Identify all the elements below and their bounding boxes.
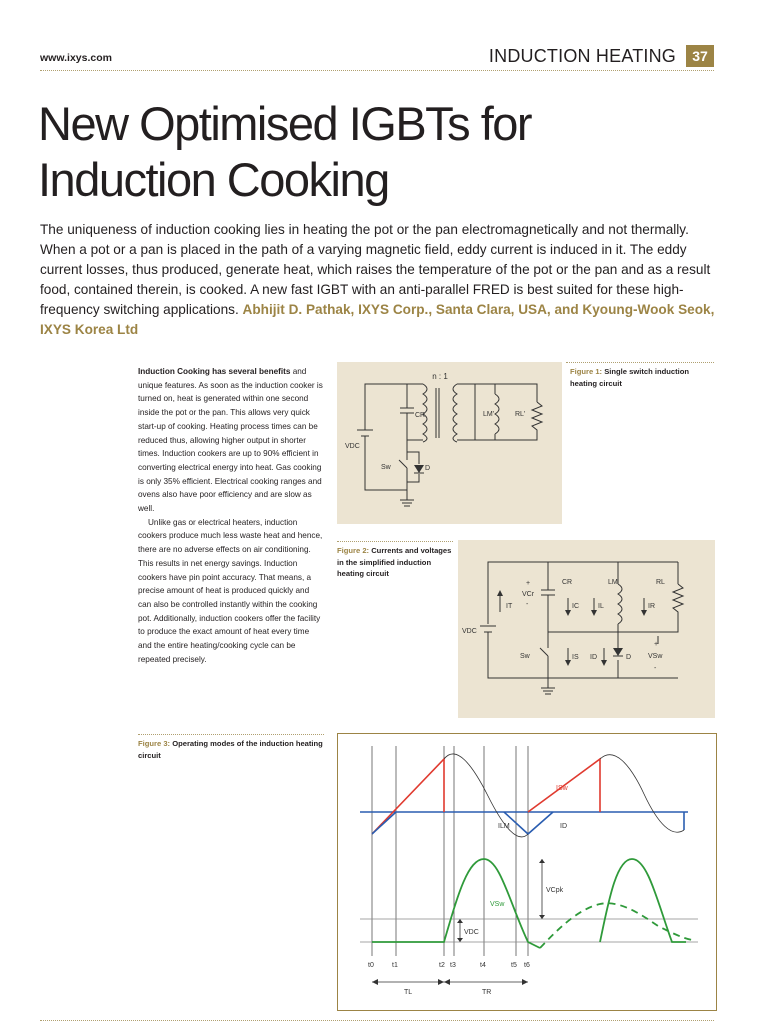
- fig3-t1-label: t1: [392, 962, 398, 969]
- title-line-2: Induction Cooking: [38, 153, 389, 206]
- fig2-label: Figure 2:: [337, 546, 370, 555]
- fig1-rl-label: RL': [515, 411, 526, 418]
- fig2-vcr-minus: -: [526, 601, 529, 608]
- vsw-waveform-2: [600, 859, 686, 942]
- fig1-d-label: D: [425, 465, 431, 472]
- fig2-cr-label: CR: [562, 579, 573, 586]
- isw-waveform-1: [372, 759, 444, 834]
- section-title: INDUCTION HEATING: [488, 46, 676, 66]
- header-divider: [40, 70, 714, 71]
- figure-3-caption: [138, 738, 324, 761]
- fig3-caption-rule: [138, 734, 324, 735]
- fig2-id-label: ID: [590, 654, 597, 661]
- figure-1-caption: [570, 366, 710, 389]
- website-url: www.ixys.com: [40, 52, 112, 64]
- author-byline: Abhijit D. Pathak, IXYS Corp., Santa Clara, USA, and Kyoung-Wook Seok, IXYS Korea Ltd: [40, 302, 715, 337]
- figure-2-caption: [337, 545, 453, 580]
- figure-3-waveforms: [338, 734, 716, 1010]
- fig1-sw-label: Sw: [381, 464, 391, 471]
- fig1-caption-text: Single switch induction heating circuit: [570, 367, 690, 388]
- fig1-ratio: n : 1: [432, 372, 448, 381]
- footer-divider: [40, 1020, 714, 1021]
- fig1-lm-label: LM': [483, 411, 495, 418]
- fig3-isw-label: ISw: [556, 785, 568, 792]
- fig3-id-label: ID: [560, 823, 567, 830]
- fig2-rl-label: RL: [656, 579, 665, 586]
- fig2-vcr-label: VCr: [522, 591, 535, 598]
- fig1-label: Figure 1:: [570, 367, 603, 376]
- fig3-t4-label: t4: [480, 962, 486, 969]
- article-lead: [40, 220, 716, 340]
- fig2-il-label: IL: [598, 603, 604, 610]
- ilm-waveform-2: [600, 755, 684, 833]
- fig2-vsw-plus: +: [654, 641, 659, 648]
- fig2-sw-label: Sw: [520, 653, 530, 660]
- figure-2-circuit: [458, 540, 715, 718]
- fig3-vcpk-label: VCpk: [546, 887, 564, 894]
- figure-3-image: [337, 733, 717, 1011]
- fig3-ilm-label: ILM: [498, 823, 510, 830]
- title-line-1: New Optimised IGBTs for: [38, 97, 532, 150]
- fig2-ir-label: IR: [648, 603, 655, 610]
- fig3-t0-label: t0: [368, 962, 374, 969]
- fig3-vdc-label: VDC: [464, 929, 479, 936]
- fig3-t6-label: t6: [524, 962, 530, 969]
- figure-1-circuit: [337, 362, 562, 524]
- fig2-vdc-label: VDC: [462, 628, 477, 635]
- fig3-tl-label: TL: [404, 989, 413, 996]
- fig2-is-label: IS: [572, 654, 579, 661]
- vsw-waveform-1: [372, 859, 540, 948]
- fig2-vsw-label: VSw: [648, 653, 663, 660]
- fig3-t5-label: t5: [511, 962, 517, 969]
- fig2-caption-rule: [337, 541, 453, 542]
- fig3-t3-label: t3: [450, 962, 456, 969]
- id-waveform-2: [504, 812, 553, 834]
- ilm-waveform-1: [444, 754, 528, 837]
- fig2-vcr-plus: +: [526, 580, 531, 587]
- fig3-caption-text: Operating modes of the induction heating circuit: [138, 739, 323, 760]
- fig1-caption-rule: [566, 362, 714, 363]
- fig1-vdc-label: VDC: [345, 443, 360, 450]
- fig3-tr-label: TR: [482, 989, 492, 996]
- fig2-vsw-minus: -: [654, 665, 657, 672]
- lead-text: The uniqueness of induction cooking lies in heating the pot or the pan electromagnetically and not thermally. When a pot or a pan is placed in the path of a varying magnetic field, eddy current is induced in it. The eddy current losses, thus produced, generate heat, which raises the temperature of the pot or the pan and as a result food, contained therein, is cooked. A new fast IGBT with an anti-parallel FRED is best suited for these high-frequency switching applications.: [40, 222, 711, 317]
- fig2-d-label: D: [626, 654, 632, 661]
- body-paragraph-1-text: and unique features. As soon as the induction cooker is turned on, heat is generated within one second inside the pot or the pan. This allows very quick start-up of cooking. Heating process times can be reduced thus, allowing higher output in shorter times. Induction cookers are up to 90% efficient in converting electrical energy into heat. Gas cooking is only 35% efficient. Electrical cooking ranges and ovens also have poor efficiency and are slow as well.: [138, 367, 323, 514]
- fig2-lm-label: LM: [608, 579, 618, 586]
- fig2-ic-label: IC: [572, 603, 579, 610]
- figure-1-image: [337, 362, 562, 524]
- id-waveform-1: [372, 812, 396, 834]
- article-title: [38, 96, 728, 208]
- fig1-cr-label: CR: [415, 412, 426, 419]
- body-paragraph-1: [138, 365, 324, 516]
- fig3-label: Figure 3:: [138, 739, 171, 748]
- body-paragraph-2: Unlike gas or electrical heaters, induction cookers produce much less waste heat and hence, there are no adverse effects on air conditioning. This results in net energy savings. Induction cookers have pin point accuracy. That means, a precise amount of heat is produced quickly and can also be controlled instantly within the cooking pot. Additionally, induction cookers offer the facility to produce the exact amount of heat every time and the entire heating/cooking cycle can be repeated precisely.: [138, 517, 323, 664]
- fig3-t2-label: t2: [439, 962, 445, 969]
- fig2-caption-text: Currents and voltages in the simplified induction heating circuit: [337, 546, 452, 578]
- figure-2-image: [458, 540, 715, 718]
- body-paragraph-1-lead: Induction Cooking has several benefits: [138, 367, 291, 376]
- vsw-dashed-waveform: [540, 903, 692, 948]
- fig2-it-label: IT: [506, 603, 513, 610]
- page-number: 37: [686, 45, 714, 67]
- fig3-vsw-label: VSw: [490, 901, 505, 908]
- body-column: [138, 365, 324, 666]
